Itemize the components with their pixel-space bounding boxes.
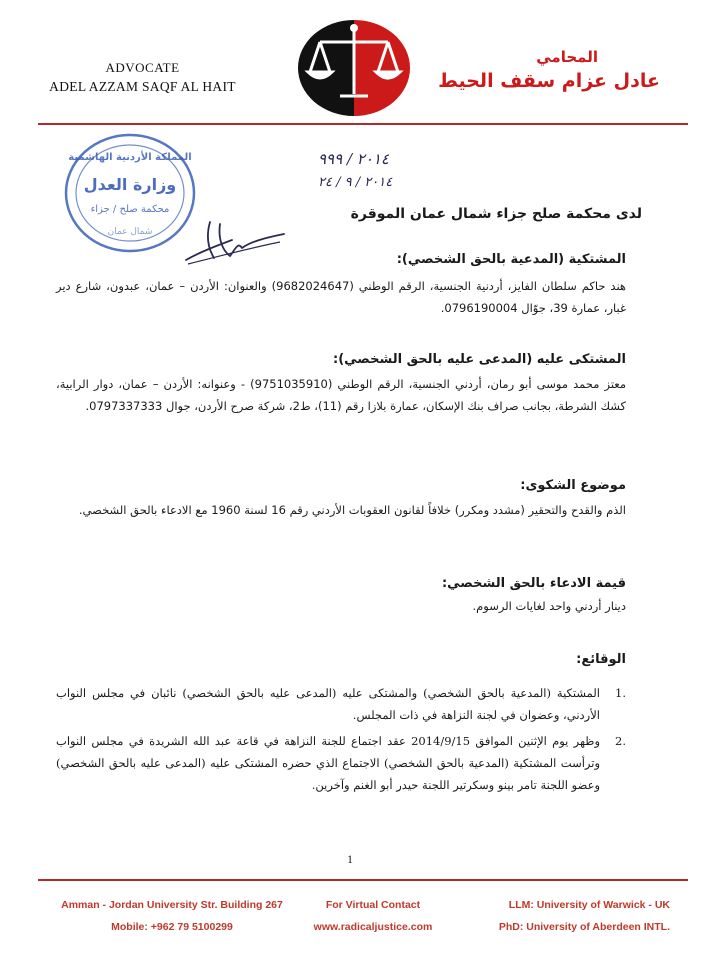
footer-llm: LLM: University of Warwick - UK <box>508 899 670 911</box>
subject-section <box>56 478 626 521</box>
advocate-en-name: ADEL AZZAM SAQF AL HAIT <box>49 79 236 94</box>
fact-number: 1. <box>615 686 626 700</box>
handwritten-line-1: ٢٠١٤ / ٩٩٩ <box>318 150 389 168</box>
advocate-english-block <box>40 58 245 96</box>
court-addressee: لدى محكمة صلح جزاء شمال عمان الموقرة <box>350 206 642 222</box>
footer-phd: PhD: University of Aberdeen INTL. <box>498 921 670 933</box>
fact-text: المشتكية (المدعية بالحق الشخصي) والمشتكى عليه (المدعى عليه بالحق الشخصي) نائبان في مجلس النواب الأردني، وعضوان في لجنة النزاهة في ذات المجلس. <box>56 686 600 722</box>
fact-number: 2. <box>615 734 626 748</box>
list-item <box>56 730 626 796</box>
footer-contact-block <box>298 894 448 938</box>
facts-heading: الوقائع: <box>576 652 626 667</box>
advocate-ar-title: المحامي <box>536 48 598 66</box>
complainant-heading: المشتكية (المدعية بالحق الشخصي): <box>396 252 626 267</box>
footer-address: Amman - Jordan University Str. Building 267 <box>61 899 283 911</box>
stamp-bottom-text: شمال عمان <box>107 227 153 237</box>
footer-address-block <box>48 894 296 938</box>
stamp-top-text: المملكة الأردنية الهاشمية <box>68 152 192 163</box>
footer-credentials-block <box>470 894 670 938</box>
subject-heading: موضوع الشكوى: <box>520 478 626 493</box>
footer-website-link[interactable]: www.radicaljustice.com <box>313 921 433 933</box>
header-divider <box>38 123 688 125</box>
stamp-ministry-text: وزارة العدل <box>83 175 177 194</box>
advocate-en-title: ADVOCATE <box>105 60 180 75</box>
advocate-arabic-block <box>430 46 660 94</box>
claim-value-heading: قيمة الادعاء بالحق الشخصي: <box>441 576 626 591</box>
facts-list <box>56 682 626 796</box>
page-number: 1 <box>347 852 353 866</box>
claim-value-section <box>56 576 626 617</box>
defendant-text: معتز محمد موسى أبو رمان، أردني الجنسية، الرقم الوطني (9751035910) - وعنوانه: الأردن – عمان، دوار الرابية، كشك الشرطة، بجانب صراف بنك الإسكان، عمارة بلازا رقم (11)، ط2، شركة صرح الأردن، جوال 0797337333. <box>56 377 626 413</box>
handwritten-registration <box>196 146 393 194</box>
defendant-heading: المشتكى عليه (المدعى عليه بالحق الشخصي): <box>333 352 626 367</box>
claim-value-text: دينار أردني واحد لغايات الرسوم. <box>472 599 626 613</box>
scales-of-justice-logo <box>296 14 412 118</box>
footer-divider <box>38 879 688 881</box>
list-item <box>56 682 626 726</box>
complainant-section <box>56 252 626 319</box>
subject-text: الذم والقدح والتحقير (مشدد ومكرر) خلافاً لقانون العقوبات الأردني رقم 16 لسنة 1960 مع الادعاء بالحق الشخصي. <box>78 503 626 517</box>
complainant-text: هند حاكم سلطان الفايز، أردنية الجنسية، الرقم الوطني (9682024647) والعنوان: الأردن – عمان، عبدون، شارع دير غبار، عمارة 39، جوّال 0796190004. <box>56 279 626 315</box>
handwritten-line-2: ٢٠١٤ / ٩ / ٢٤ <box>318 175 393 190</box>
fact-text: وظهر يوم الإثنين الموافق 2014/9/15 عقد اجتماع للجنة النزاهة في قاعة عبد الله الشريدة في مجلس النواب وترأست المشتكية (المدعية بالحق الشخصي) الاجتماع الذي حضره المشتكى عليه (المدعى عليه بالحق الشخصي) وعضو اللجنة تامر بينو وسكرتير اللجنة حيدر أبو الغنم وآخرين. <box>56 734 600 792</box>
footer-mobile: Mobile: +962 79 5100299 <box>111 921 233 933</box>
footer-contact-label: For Virtual Contact <box>325 899 421 911</box>
ministry-of-justice-stamp <box>62 130 198 256</box>
stamp-court-text: محكمة صلح / جزاء <box>90 204 170 215</box>
defendant-section <box>56 352 626 417</box>
advocate-ar-name: عادل عزام سقف الحيط <box>438 70 660 92</box>
